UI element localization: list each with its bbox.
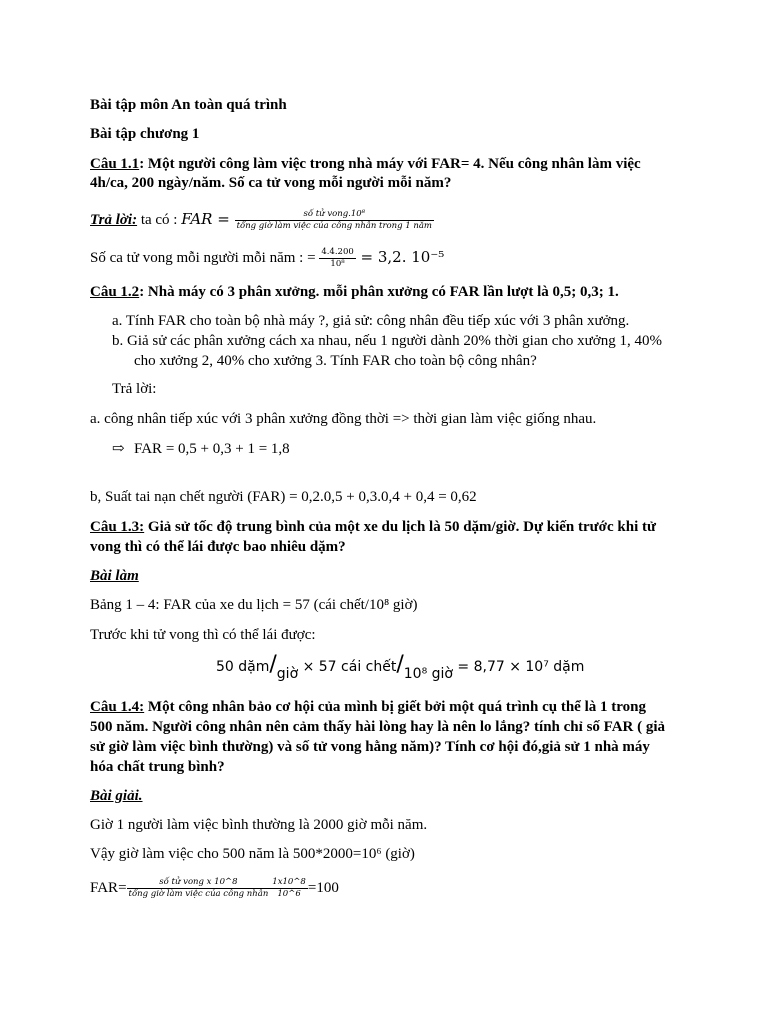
q11-line1 [90,155,641,174]
q13-text1: Giả sử tốc độ trung bình của một xe du lịch là 50 dặm/giờ. Dự kiến trước khi tử [144,519,656,535]
q11-answer-label: Trả lời: [90,212,138,228]
q14-fraction1 [127,877,271,900]
q13-formula-d: 10⁸ giờ [403,666,453,682]
q11-answer-line [90,203,434,236]
q13-formula-b: giờ [276,666,299,682]
eq-sign: = [212,210,235,228]
q11-line2: 4h/ca, 200 ngày/năm. Số ca tử vong mỗi người mỗi năm? [90,175,452,191]
q13-formula-e: = 8,77 × 10⁷ dặm [452,659,585,675]
q13-line-drive: Trước khi tử vong thì có thể lái được: [90,627,316,643]
q14-line4: hóa chất trung bình? [90,759,225,775]
q14-line2: 500 năm. Người công nhân nên cảm thấy hài lòng hay là nên lo lắng? tính chỉ số FAR ( giả [90,719,666,735]
slash-1: / [269,652,277,677]
q12-answer-a-calc: FAR = 0,5 + 0,3 + 1 = 1,8 [134,441,290,457]
q14-result: =100 [307,880,339,896]
q11-result: = 3,2. 10⁻⁵ [355,248,445,266]
q12-text: : Nhà máy có 3 phân xưởng. mỗi phân xưởng có FAR lần lượt là 0,5; 0,3; 1. [139,284,619,300]
q14-text1: Một công nhân bảo cơ hội của mình bị giết bởi một quá trình cụ thể là 1 trong [144,699,646,715]
q12-answer-a-calc-line [112,440,290,459]
q12-answer-a: a. công nhân tiếp xúc với 3 phân xưởng đồng thời => thời gian làm việc giống nhau. [90,411,597,427]
q12-label: Câu 1.2 [90,284,140,300]
q11-answer-prefix: ta có : [137,212,182,228]
chapter-title: Bài tập chương 1 [90,126,200,142]
q13-formula-a: 50 dặm [216,659,270,675]
q11-result-prefix: Số ca tử vong mỗi người mỗi năm : = [90,250,320,266]
q12-answer-b: b, Suất tai nạn chết người (FAR) = 0,2.0,5 + 0,3.0,4 + 0,4 = 0,62 [90,489,477,505]
doc-title: Bài tập môn An toàn quá trình [90,97,287,113]
q11-frac2-den: 10⁸ [330,259,345,270]
q14-line-hours: Giờ 1 người làm việc bình thường là 2000 giờ mỗi năm. [90,817,428,833]
q12-item-b-line2: cho xưởng 2, 40% cho xưởng 3. Tính FAR cho toàn bộ công nhân? [134,353,537,369]
slash-2: / [396,652,404,677]
q12-answer-label: Trả lời: [112,381,157,397]
q14-frac2-num: 1x10^8 [272,877,306,888]
q14-fraction2 [270,877,308,900]
q11-text1: : Một người công làm việc trong nhà máy với FAR= 4. Nếu công nhân làm việc [139,156,641,172]
q14-line1 [90,698,646,717]
q13-line2: vong thì có thể lái được bao nhiêu dặm? [90,539,346,555]
q11-fraction [235,209,434,232]
q13-label: Câu 1.3: [90,519,145,535]
q14-far-prefix: FAR= [90,880,127,896]
q11-frac2-num: 4.4.200 [321,247,354,258]
q13-line1 [90,518,656,537]
q14-frac1-den: tổng giờ làm việc của công nhân [128,889,269,900]
q14-frac1-num: số tử vong x 10^8 [127,877,271,889]
q13-line-table: Bảng 1 – 4: FAR của xe du lịch = 57 (cái chết/10⁸ giờ) [90,597,418,613]
q13-formula-c: × 57 cái chết [298,659,397,675]
far-var: FAR [181,210,213,228]
q12-item-a: a. Tính FAR cho toàn bộ nhà máy ?, giả sử: công nhân đều tiếp xúc với 3 phân xưởng. [112,313,630,329]
q11-fraction2 [319,247,355,270]
q11-frac-num: số tử vong.10⁸ [235,209,434,221]
q14-label: Câu 1.4: [90,699,145,715]
q11-result-line [90,242,444,273]
q14-far-line [90,872,339,904]
q13-formula [216,652,585,682]
q14-work-label: Bài giải. [90,788,143,804]
implies-arrow-icon: ⇨ [112,441,125,457]
q14-frac2-den: 10^6 [277,889,301,900]
q11-label: Câu 1.1 [90,156,140,172]
q11-frac-den: tổng giờ làm việc của công nhân trong 1 năm [236,221,432,232]
q12-item-b-line1: b. Giả sử các phân xưởng cách xa nhau, nếu 1 người dành 20% thời gian cho xưởng 1, 40% [112,333,662,349]
q13-work-label: Bài làm [90,568,139,584]
q14-line-total: Vậy giờ làm việc cho 500 năm là 500*2000=10⁶ (giờ) [90,846,415,862]
q14-line3: sử giờ làm việc bình thường) và số tử vong hằng năm)? Tính cơ hội đó,giả sử 1 nhà máy [90,739,650,755]
q12-line [90,283,619,302]
